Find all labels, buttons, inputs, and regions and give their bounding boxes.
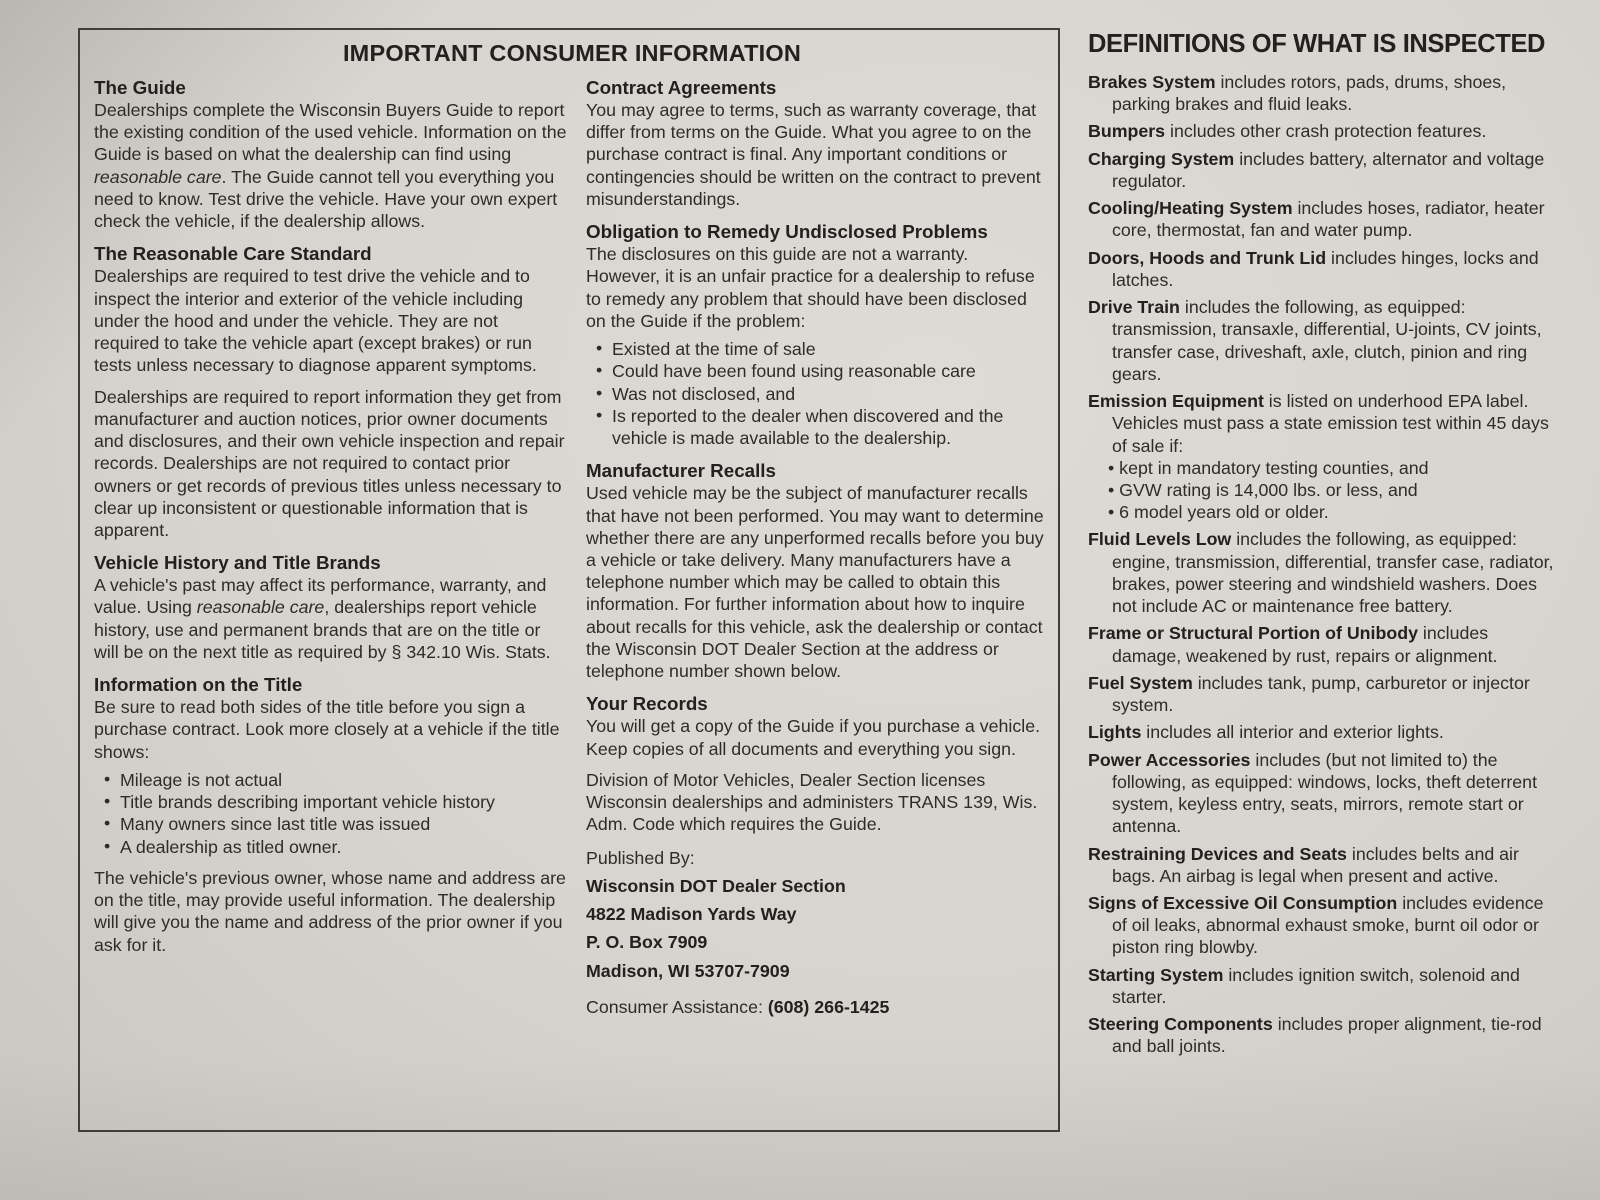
- definition-term: Fuel System: [1088, 672, 1193, 693]
- definition-term: Drive Train: [1088, 297, 1180, 318]
- text-run: reasonable care: [196, 597, 325, 618]
- paragraph: [586, 482, 1044, 682]
- paragraph: [586, 715, 1044, 759]
- definition-term: Lights: [1088, 722, 1142, 743]
- text-run: The vehicle's previous owner, whose name and address are on the title, may provide useful information. The dealership will give you the name and address of the prior owner if you ask for it.: [94, 867, 566, 955]
- definitions-list: [1088, 71, 1560, 1058]
- paragraph: [586, 931, 1044, 953]
- text-run: Dealerships are required to report information they get from manufacturer and auction notices, prior owner documents and disclosures, and their own vehicle inspection and repair records. Dealerships are not required to contact prior owners or get records of previous titles unless necessary to clear up inconsistent or questionable information that is apparent.: [94, 386, 565, 540]
- text-run: , dealerships report vehicle history, use and permanent brands that are on the title or will be on the next title as required by § 342.10 Wis. Stats.: [94, 597, 551, 662]
- definition-term: Doors, Hoods and Trunk Lid: [1088, 247, 1327, 268]
- section-heading: The Guide: [94, 77, 186, 98]
- text-run: Used vehicle may be the subject of manufacturer recalls that have not been performed. You may want to determine whether there are any unperformed recalls before you buy a vehicle or take delivery. Many manufacturers have a telephone number which may be called to obtain this information. For further information about how to inquire about recalls for this vehicle, ask the dealership or contact the Wisconsin DOT Dealer Section at the address or telephone number shown below.: [586, 483, 1044, 682]
- definition-item: [1088, 622, 1560, 666]
- definition-term: Starting System: [1088, 964, 1224, 985]
- text-run: A vehicle's past may affect its performance, warranty, and value. Using: [94, 575, 547, 618]
- paragraph: [586, 875, 1044, 897]
- section: [586, 221, 1044, 449]
- definition-item: [1088, 721, 1560, 743]
- bullet-list: [94, 769, 568, 858]
- definition-item: [1088, 749, 1560, 838]
- text-run: Division of Motor Vehicles, Dealer Section licenses Wisconsin dealerships and administers TRANS 139, Wis. Adm. Code which requires the Guide.: [586, 769, 1038, 835]
- section: [94, 552, 568, 663]
- bullet-item: • Is reported to the dealer when discovered and the vehicle is made available to the dealership.: [586, 405, 1044, 449]
- definition-text: Bumpers includes other crash protection features.: [1088, 121, 1487, 142]
- paragraph: [586, 903, 1044, 925]
- paragraph: [586, 960, 1044, 982]
- definition-term: Fluid Levels Low: [1088, 529, 1232, 550]
- definition-item: [1088, 892, 1560, 959]
- paragraph: [586, 769, 1044, 836]
- definition-bullet: • GVW rating is 14,000 lbs. or less, and: [1088, 479, 1560, 501]
- definition-term: Restraining Devices and Seats: [1088, 843, 1347, 864]
- definition-term: Charging System: [1088, 148, 1235, 169]
- paragraph: [94, 574, 568, 663]
- definition-term: Cooling/Heating System: [1088, 198, 1293, 219]
- section-heading: Obligation to Remedy Undisclosed Problems: [586, 221, 988, 243]
- section-heading: The Reasonable Care Standard: [94, 243, 372, 265]
- definition-term: Signs of Excessive Oil Consumption: [1088, 892, 1398, 913]
- paragraph: [94, 265, 568, 376]
- section-heading: Information on the Title: [94, 674, 303, 696]
- consumer-info-panel: [78, 28, 1060, 1132]
- paragraph: [94, 696, 568, 763]
- section: [586, 693, 1044, 835]
- definition-text: Signs of Excessive Oil Consumption includes evidence of oil leaks, abnormal exhaust smoke, burnt oil odor or piston ring blowby.: [1088, 892, 1544, 958]
- text-run: Dealerships complete the Wisconsin Buyers Guide to report the existing condition of the used vehicle. Information on the Guide is based on what the dealership can find using: [94, 100, 567, 165]
- definition-term: Emission Equipment: [1088, 391, 1264, 412]
- text-run: reasonable care: [94, 166, 222, 187]
- definition-text: Restraining Devices and Seats includes belts and air bags. An airbag is legal when present and active.: [1088, 843, 1519, 886]
- definition-text: Doors, Hoods and Trunk Lid includes hinges, locks and latches.: [1088, 247, 1539, 290]
- text-run: Dealerships are required to test drive the vehicle and to inspect the interior and exterior of the vehicle including under the hood and under the vehicle. They are not required to take the vehicle apart (except brakes) or run tests unless necessary to diagnose apparent symptoms.: [94, 266, 537, 376]
- bullet-list: [586, 338, 1044, 449]
- definition-text: Brakes System includes rotors, pads, drums, shoes, parking brakes and fluid leaks.: [1088, 72, 1507, 115]
- section: [586, 77, 1044, 210]
- definition-text: Frame or Structural Portion of Unibody includes damage, weakened by rust, repairs or alignment.: [1088, 623, 1498, 666]
- bullet-item: • Was not disclosed, and: [586, 383, 1044, 405]
- bullet-item: • Mileage is not actual: [94, 769, 568, 791]
- text-run: P. O. Box 7909: [586, 932, 708, 953]
- definition-term: Steering Components: [1088, 1014, 1273, 1035]
- definition-bullet: • 6 model years old or older.: [1088, 501, 1560, 523]
- definitions-panel: [1088, 30, 1560, 1063]
- left-column: [94, 77, 568, 1029]
- paragraph: [586, 243, 1044, 332]
- bullet-item: • Existed at the time of sale: [586, 338, 1044, 360]
- definition-item: [1088, 247, 1560, 291]
- text-run: You will get a copy of the Guide if you purchase a vehicle. Keep copies of all documents and everything you sign.: [586, 716, 1041, 759]
- paragraph: [586, 847, 1044, 869]
- bullet-item: • Title brands describing important vehicle history: [94, 791, 568, 813]
- definition-text: Charging System includes battery, alternator and voltage regulator.: [1088, 148, 1545, 191]
- text-run: The disclosures on this guide are not a warranty. However, it is an unfair practice for a dealership to refuse to remedy any problem that should have been disclosed on the Guide if the problem:: [586, 244, 1035, 331]
- text-run: Wisconsin DOT Dealer Section: [586, 875, 846, 896]
- definition-text: Fluid Levels Low includes the following, as equipped: engine, transmission, differential, transfer case, radiator, brakes, power steering and windshield washers. Does not include AC or maintenance free battery.: [1088, 529, 1554, 617]
- definition-term: Bumpers: [1088, 121, 1166, 142]
- bullet-item: • A dealership as titled owner.: [94, 836, 568, 858]
- section-heading: Contract Agreements: [586, 77, 777, 98]
- section-heading: Vehicle History and Title Brands: [94, 552, 381, 574]
- text-run: You may agree to terms, such as warranty coverage, that differ from terms on the Guide. What you agree to on the purchase contract is final. Any important conditions or contingencies should be written on the contract to prevent misunderstandings.: [586, 100, 1041, 209]
- definition-term: Frame or Structural Portion of Unibody: [1088, 623, 1418, 644]
- paragraph: [94, 99, 568, 232]
- text-run: (608) 266-1425: [767, 996, 890, 1017]
- paragraph: [586, 99, 1044, 210]
- definition-item: [1088, 528, 1560, 617]
- bullet-item: • Could have been found using reasonable care: [586, 360, 1044, 382]
- section: [94, 77, 568, 232]
- consumer-info-columns: [94, 77, 1050, 1029]
- middle-column: [586, 77, 1044, 1029]
- definition-item: [1088, 296, 1560, 385]
- definition-item: [1088, 71, 1560, 115]
- text-run: 4822 Madison Yards Way: [586, 904, 797, 925]
- consumer-info-title: IMPORTANT CONSUMER INFORMATION: [342, 40, 802, 66]
- definition-item: [1088, 1013, 1560, 1057]
- definition-text: Fuel System includes tank, pump, carburetor or injector system.: [1088, 672, 1530, 716]
- section: [586, 460, 1044, 682]
- section: [94, 243, 568, 541]
- text-run: Madison, WI 53707-7909: [586, 960, 790, 981]
- text-run: . The Guide cannot tell you everything you need to know. Test drive the vehicle. Have your own expert check the vehicle, if the dealership allows.: [94, 166, 558, 232]
- section-heading: Manufacturer Recalls: [586, 460, 776, 482]
- section: [94, 674, 568, 956]
- definitions-title: DEFINITIONS OF WHAT IS INSPECTED: [1088, 30, 1546, 58]
- definition-text: Steering Components includes proper alignment, tie-rod and ball joints.: [1088, 1014, 1542, 1057]
- text-run: Consumer Assistance:: [586, 996, 768, 1017]
- definition-text: Emission Equipment is listed on underhood EPA label. Vehicles must pass a state emission test within 45 days of sale if:: [1088, 391, 1549, 456]
- definition-item: [1088, 843, 1560, 887]
- definition-text: Power Accessories includes (but not limited to) the following, as equipped: windows, locks, theft deterrent system, keyless entry, seats, mirrors, remote start or antenna.: [1088, 749, 1538, 837]
- definition-item: [1088, 120, 1560, 142]
- text-run: Be sure to read both sides of the title before you sign a purchase contract. Look more closely at a vehicle if the title shows:: [94, 697, 560, 762]
- definition-text: Starting System includes ignition switch, solenoid and starter.: [1088, 964, 1520, 1007]
- definition-text: Cooling/Heating System includes hoses, radiator, heater core, thermostat, fan and water pump.: [1088, 198, 1545, 241]
- text-run: Published By:: [586, 847, 695, 868]
- definition-item: [1088, 148, 1560, 192]
- paragraph: [94, 867, 568, 956]
- definition-text: Lights includes all interior and exterior lights.: [1088, 722, 1444, 743]
- definition-item: [1088, 672, 1560, 716]
- definition-text: Drive Train includes the following, as equipped: transmission, transaxle, differential, U-joints, CV joints, transfer case, driveshaft, axle, clutch, pinion and ring gears.: [1088, 297, 1542, 384]
- definition-item: [1088, 390, 1560, 523]
- bullet-item: • Many owners since last title was issued: [94, 813, 568, 835]
- section-heading: Your Records: [586, 693, 708, 715]
- paragraph: [94, 386, 568, 542]
- definition-bullet: • kept in mandatory testing counties, and: [1088, 457, 1560, 479]
- section: [586, 847, 1044, 1018]
- definition-term: Brakes System: [1088, 72, 1216, 92]
- paragraph: [586, 996, 1044, 1018]
- definition-item: [1088, 964, 1560, 1008]
- definition-term: Power Accessories: [1088, 749, 1251, 770]
- definition-item: [1088, 197, 1560, 241]
